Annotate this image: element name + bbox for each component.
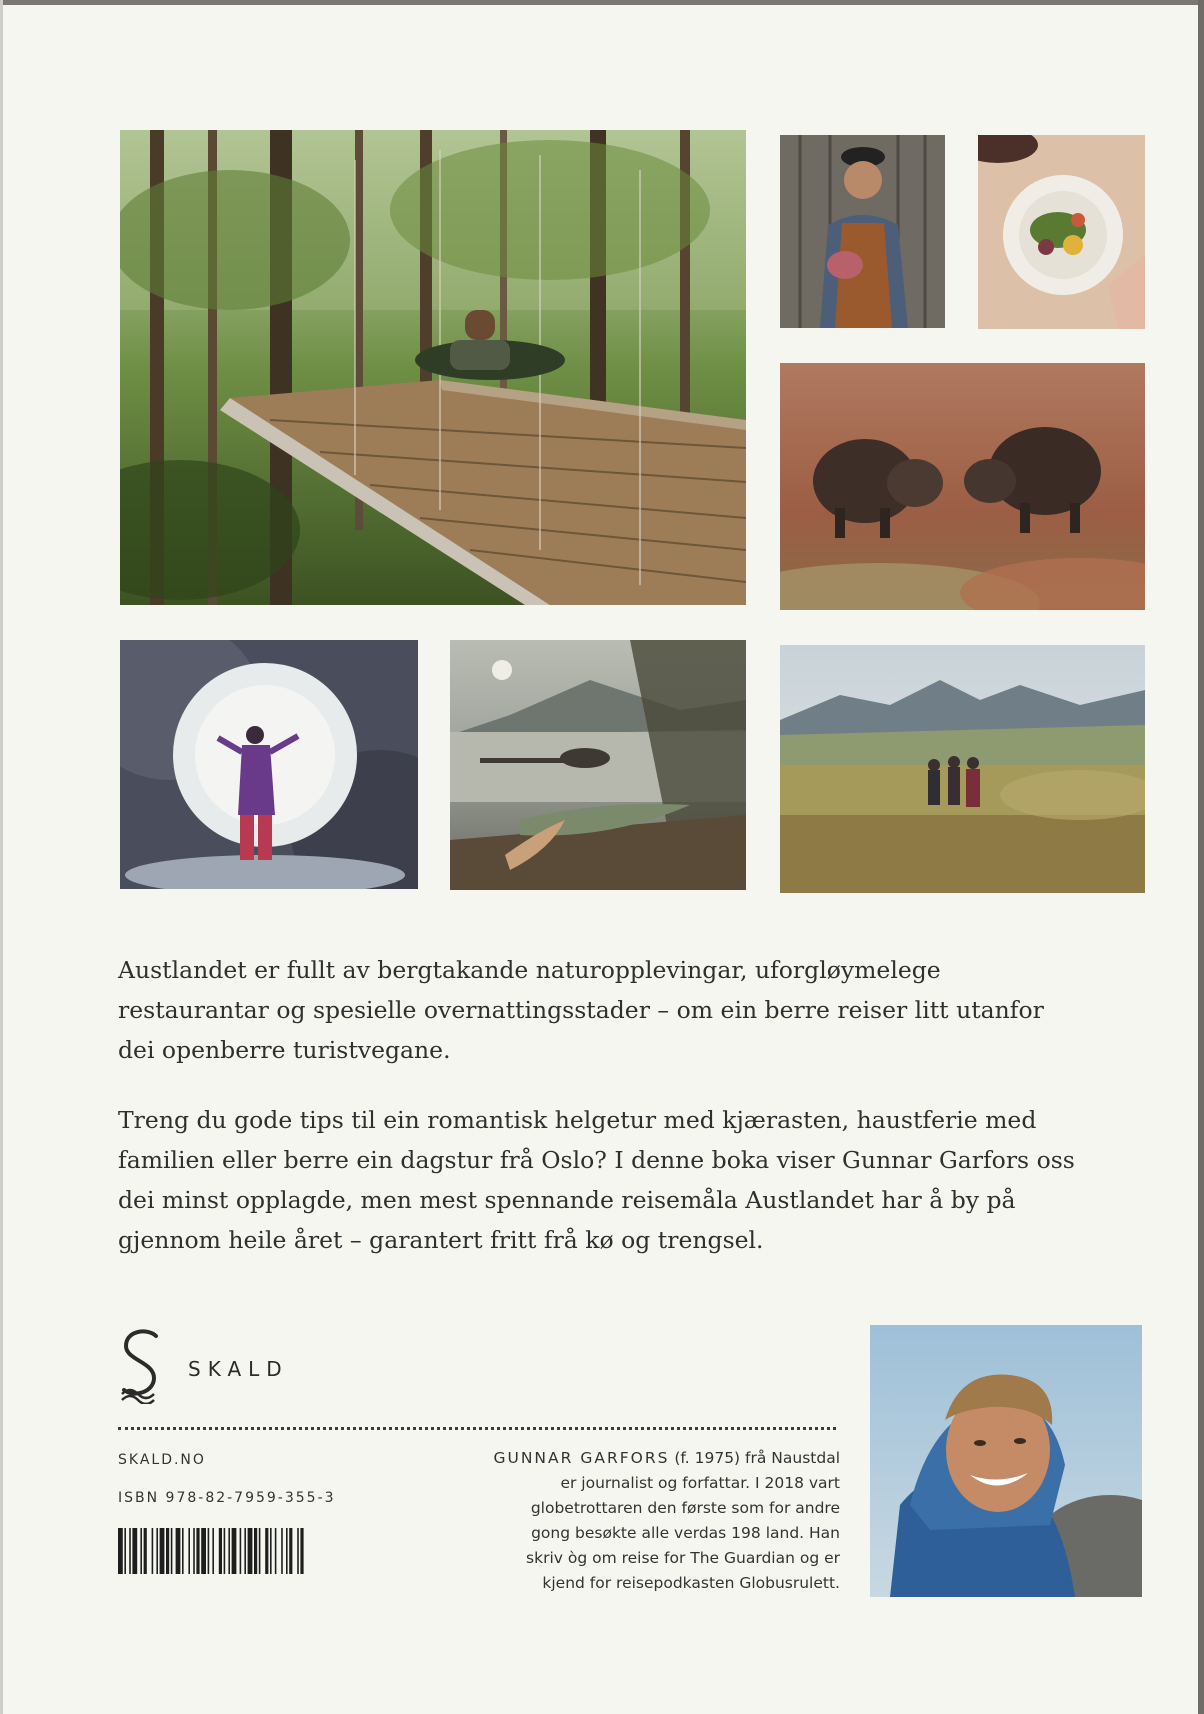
barcode-bar: [208, 1528, 210, 1574]
barcode-bar: [275, 1528, 277, 1574]
barcode-bar: [281, 1528, 283, 1574]
barcode-bar: [224, 1528, 226, 1574]
muskox-photo: [780, 363, 1145, 610]
barcode-bar: [297, 1528, 299, 1574]
barcode-bar: [248, 1528, 253, 1574]
barcode-bar: [265, 1528, 268, 1574]
cover-edge-top: [0, 0, 1204, 5]
description-line: Austlandet er fullt av bergtakande naturopplevingar, uforgløymelege: [118, 956, 941, 984]
barcode-bar: [259, 1528, 261, 1574]
description-line: dei openberre turistvegane.: [118, 1036, 451, 1064]
chef-photo: [780, 135, 945, 328]
description-paragraph-1: [118, 950, 1108, 1070]
barcode-bar: [201, 1528, 206, 1574]
barcode-bar: [144, 1528, 147, 1574]
description-line: restaurantar og spesielle overnattingsstader – om ein berre reiser litt utanfor: [118, 996, 1044, 1024]
barcode-bar: [212, 1528, 214, 1574]
mountain-hikers-photo: [780, 645, 1145, 893]
description-line: gjennom heile året – garantert fritt frå kø og trengsel.: [118, 1226, 764, 1254]
barcode-bar: [219, 1528, 222, 1574]
publisher-name: SKALD: [188, 1357, 289, 1381]
plated-food-photo: [978, 135, 1145, 329]
barcode-bar: [228, 1528, 230, 1574]
barcode: [118, 1528, 373, 1574]
description-line: Treng du gode tips til ein romantisk helgetur med kjærasten, haustferie med: [118, 1106, 1037, 1134]
isbn-number: ISBN 978-82-7959-355-3: [118, 1490, 336, 1506]
barcode-bar: [254, 1528, 257, 1574]
barcode-bar: [118, 1528, 123, 1574]
forest-platform-photo: [120, 130, 746, 605]
barcode-bar: [232, 1528, 237, 1574]
barcode-bar: [188, 1528, 190, 1574]
barcode-bar: [176, 1528, 181, 1574]
dotted-divider: [118, 1427, 836, 1430]
barcode-bar: [289, 1528, 292, 1574]
cover-edge-right: [1198, 0, 1204, 1714]
barcode-bar: [244, 1528, 246, 1574]
author-bio-line: gong besøkte alle verdas 198 land. Han: [531, 1524, 840, 1542]
barcode-bar: [270, 1528, 272, 1574]
barcode-bar: [156, 1528, 158, 1574]
publisher-website: SKALD.NO: [118, 1452, 206, 1468]
barcode-bar: [196, 1528, 199, 1574]
description-paragraph-2: [118, 1100, 1108, 1260]
description-line: dei minst opplagde, men mest spennande reisemåla Austlandet har å by på: [118, 1186, 1016, 1214]
barcode-bar: [160, 1528, 165, 1574]
cover-edge-left: [0, 0, 3, 1714]
lake-canoe-photo: [450, 640, 746, 890]
barcode-bar: [124, 1528, 126, 1574]
author-bio: [420, 1446, 840, 1596]
barcode-bar: [166, 1528, 169, 1574]
ice-cave-photo: [120, 640, 418, 889]
author-bio-first-line: [420, 1446, 840, 1471]
barcode-bar: [182, 1528, 184, 1574]
author-bio-line: skriv òg om reise for The Guardian og er: [526, 1549, 840, 1567]
barcode-bar: [193, 1528, 195, 1574]
barcode-bar: [140, 1528, 142, 1574]
author-bio-line: er journalist og forfattar. I 2018 vart: [560, 1474, 840, 1492]
barcode-bar: [152, 1528, 154, 1574]
author-bio-line: globetrottaren den første som for andre: [530, 1499, 840, 1517]
author-bio-line: kjend for reisepodkasten Globusrulett.: [542, 1574, 840, 1592]
barcode-bar: [240, 1528, 242, 1574]
author-name: GUNNAR GARFORS: [493, 1449, 670, 1467]
barcode-bar: [300, 1528, 303, 1574]
barcode-bar: [286, 1528, 288, 1574]
barcode-bar: [132, 1528, 137, 1574]
skald-logo: [118, 1328, 162, 1404]
author-bio-line: (f. 1975) frå Naustdal: [669, 1449, 840, 1467]
author-portrait-photo: [870, 1325, 1142, 1597]
barcode-bar: [171, 1528, 173, 1574]
barcode-bar: [129, 1528, 131, 1574]
description-line: familien eller berre ein dagstur frå Oslo? I denne boka viser Gunnar Garfors oss: [118, 1146, 1075, 1174]
